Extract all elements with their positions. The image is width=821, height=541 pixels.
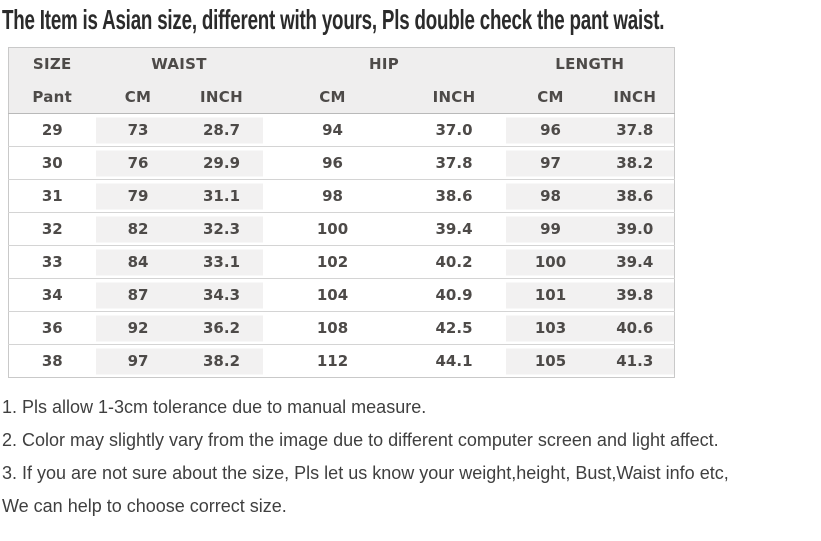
header-length: LENGTH bbox=[506, 48, 675, 81]
size-table bbox=[8, 47, 675, 378]
measurement-cell: 40.6 bbox=[596, 312, 675, 345]
notes bbox=[2, 391, 821, 523]
measurement-cell: 33.1 bbox=[181, 246, 263, 279]
measurement-cell: 38.2 bbox=[181, 345, 263, 378]
measurement-cell: 37.8 bbox=[596, 114, 675, 147]
table-row bbox=[9, 180, 675, 213]
header-waist: WAIST bbox=[96, 48, 263, 81]
measurement-cell: 97 bbox=[506, 147, 596, 180]
size-cell: 33 bbox=[9, 246, 96, 279]
subheader-hip-cm: CM bbox=[263, 81, 403, 114]
measurement-cell: 87 bbox=[96, 279, 181, 312]
header-size: SIZE bbox=[9, 48, 96, 81]
measurement-cell: 38.6 bbox=[596, 180, 675, 213]
measurement-cell: 84 bbox=[96, 246, 181, 279]
measurement-cell: 41.3 bbox=[596, 345, 675, 378]
size-cell: 30 bbox=[9, 147, 96, 180]
measurement-cell: 32.3 bbox=[181, 213, 263, 246]
measurement-cell: 37.0 bbox=[403, 114, 506, 147]
measurement-cell: 42.5 bbox=[403, 312, 506, 345]
header-hip: HIP bbox=[263, 48, 506, 81]
measurement-cell: 97 bbox=[96, 345, 181, 378]
size-chart-page bbox=[0, 4, 821, 541]
note-line-1: 1. Pls allow 1-3cm tolerance due to manual measure. bbox=[2, 397, 427, 417]
size-cell: 31 bbox=[9, 180, 96, 213]
size-cell: 32 bbox=[9, 213, 96, 246]
size-cell: 38 bbox=[9, 345, 96, 378]
size-cell: 36 bbox=[9, 312, 96, 345]
measurement-cell: 96 bbox=[263, 147, 403, 180]
measurement-cell: 73 bbox=[96, 114, 181, 147]
size-cell: 34 bbox=[9, 279, 96, 312]
measurement-cell: 101 bbox=[506, 279, 596, 312]
measurement-cell: 112 bbox=[263, 345, 403, 378]
measurement-cell: 108 bbox=[263, 312, 403, 345]
measurement-cell: 39.4 bbox=[403, 213, 506, 246]
measurement-cell: 40.9 bbox=[403, 279, 506, 312]
note-line-2: 2. Color may slightly vary from the image due to different computer screen and light affect. bbox=[2, 430, 719, 450]
measurement-cell: 105 bbox=[506, 345, 596, 378]
measurement-cell: 39.8 bbox=[596, 279, 675, 312]
table-header bbox=[9, 48, 675, 114]
measurement-cell: 40.2 bbox=[403, 246, 506, 279]
table-body bbox=[9, 114, 675, 378]
table-row bbox=[9, 246, 675, 279]
table-row bbox=[9, 213, 675, 246]
measurement-cell: 96 bbox=[506, 114, 596, 147]
subheader-pant: Pant bbox=[9, 81, 96, 114]
measurement-cell: 98 bbox=[263, 180, 403, 213]
measurement-cell: 79 bbox=[96, 180, 181, 213]
measurement-cell: 39.0 bbox=[596, 213, 675, 246]
measurement-cell: 104 bbox=[263, 279, 403, 312]
measurement-cell: 44.1 bbox=[403, 345, 506, 378]
measurement-cell: 92 bbox=[96, 312, 181, 345]
measurement-cell: 39.4 bbox=[596, 246, 675, 279]
measurement-cell: 102 bbox=[263, 246, 403, 279]
measurement-cell: 34.3 bbox=[181, 279, 263, 312]
subheader-length-inch: INCH bbox=[596, 81, 675, 114]
measurement-cell: 94 bbox=[263, 114, 403, 147]
measurement-cell: 100 bbox=[506, 246, 596, 279]
page-title: The Item is Asian size, different with yours, Pls double check the pant waist. bbox=[2, 4, 665, 35]
size-cell: 29 bbox=[9, 114, 96, 147]
measurement-cell: 28.7 bbox=[181, 114, 263, 147]
header-group-row bbox=[9, 48, 675, 81]
measurement-cell: 103 bbox=[506, 312, 596, 345]
measurement-cell: 99 bbox=[506, 213, 596, 246]
subheader-hip-inch: INCH bbox=[403, 81, 506, 114]
measurement-cell: 37.8 bbox=[403, 147, 506, 180]
subheader-waist-inch: INCH bbox=[181, 81, 263, 114]
measurement-cell: 38.2 bbox=[596, 147, 675, 180]
measurement-cell: 76 bbox=[96, 147, 181, 180]
measurement-cell: 82 bbox=[96, 213, 181, 246]
measurement-cell: 36.2 bbox=[181, 312, 263, 345]
measurement-cell: 100 bbox=[263, 213, 403, 246]
measurement-cell: 98 bbox=[506, 180, 596, 213]
note-line-4: We can help to choose correct size. bbox=[2, 496, 287, 516]
note-line-3: 3. If you are not sure about the size, Pls let us know your weight,height, Bust,Waist info etc, bbox=[2, 463, 729, 483]
measurement-cell: 31.1 bbox=[181, 180, 263, 213]
measurement-cell: 38.6 bbox=[403, 180, 506, 213]
size-table-container bbox=[8, 47, 674, 378]
subheader-length-cm: CM bbox=[506, 81, 596, 114]
table-row bbox=[9, 114, 675, 147]
measurement-cell: 29.9 bbox=[181, 147, 263, 180]
table-row bbox=[9, 312, 675, 345]
subheader-waist-cm: CM bbox=[96, 81, 181, 114]
table-row bbox=[9, 147, 675, 180]
header-unit-row bbox=[9, 81, 675, 114]
table-row bbox=[9, 279, 675, 312]
table-row bbox=[9, 345, 675, 378]
